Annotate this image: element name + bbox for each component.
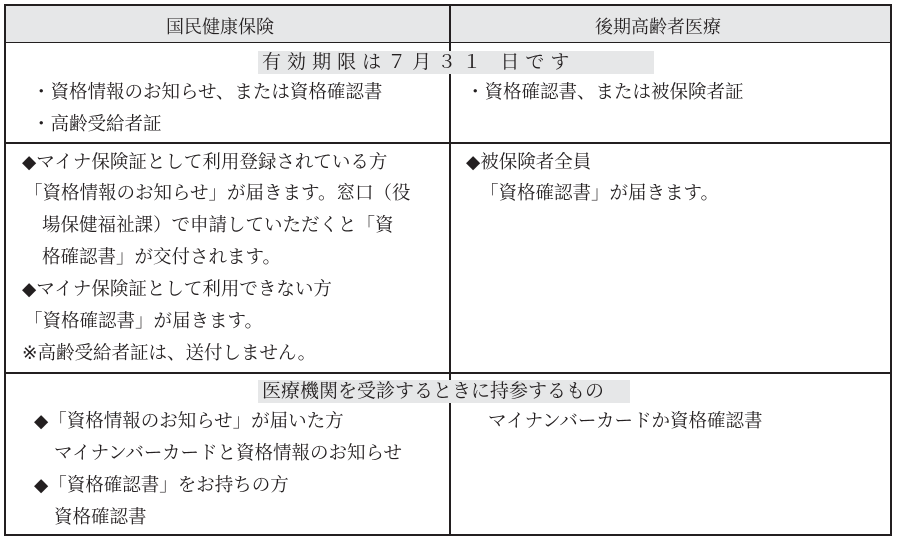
row-divider-2	[6, 372, 890, 374]
row2-left-line-2: 「資格情報のお知らせ」が届きます。窓口（役	[24, 183, 411, 204]
bring-items-banner: 医療機関を受診するときに持参するもの	[258, 380, 630, 403]
row3-right-line-1: マイナンバーカードか資格確認書	[488, 411, 763, 432]
row3-left-line-2: マイナンバーカードと資格情報のお知らせ	[54, 443, 402, 464]
row1-left-item-1: ・資格情報のお知らせ、または資格確認書	[32, 82, 383, 103]
expiry-banner: 有 効 期 限 は ７ 月 ３ １ 日 で す	[258, 51, 654, 74]
row2-left-line-1: ◆マイナ保険証として利用登録されている方	[22, 152, 388, 173]
row2-left-line-6: 「資格確認書」が届きます。	[24, 311, 264, 332]
row3-left-line-3: ◆「資格確認書」をお持ちの方	[34, 475, 289, 496]
header-koki-koreisha: 後期高齢者医療	[595, 17, 721, 38]
row2-right-line-2: 「資格確認書」が届きます。	[480, 183, 720, 204]
insurance-comparison-table	[4, 4, 892, 536]
row2-left-line-4: 格確認書」が交付されます。	[42, 247, 282, 268]
row2-left-line-3: 場保健福祉課）で申請していただくと「資	[42, 215, 394, 236]
header-kokuho: 国民健康保険	[166, 17, 274, 38]
row-divider-1	[6, 142, 890, 144]
table-header	[6, 6, 890, 43]
row2-right-line-1: ◆被保険者全員	[466, 152, 592, 173]
row1-left-item-2: ・高齢受給者証	[32, 114, 162, 135]
row1-right-item-1: ・資格確認書、または被保険者証	[466, 82, 744, 103]
row3-left-line-4: 資格確認書	[54, 507, 147, 528]
row2-left-line-7: ※高齢受給者証は、送付しません。	[22, 343, 317, 364]
row3-left-line-1: ◆「資格情報のお知らせ」が届いた方	[34, 411, 344, 432]
row2-left-line-5: ◆マイナ保険証として利用できない方	[22, 279, 332, 300]
column-divider	[449, 6, 451, 534]
